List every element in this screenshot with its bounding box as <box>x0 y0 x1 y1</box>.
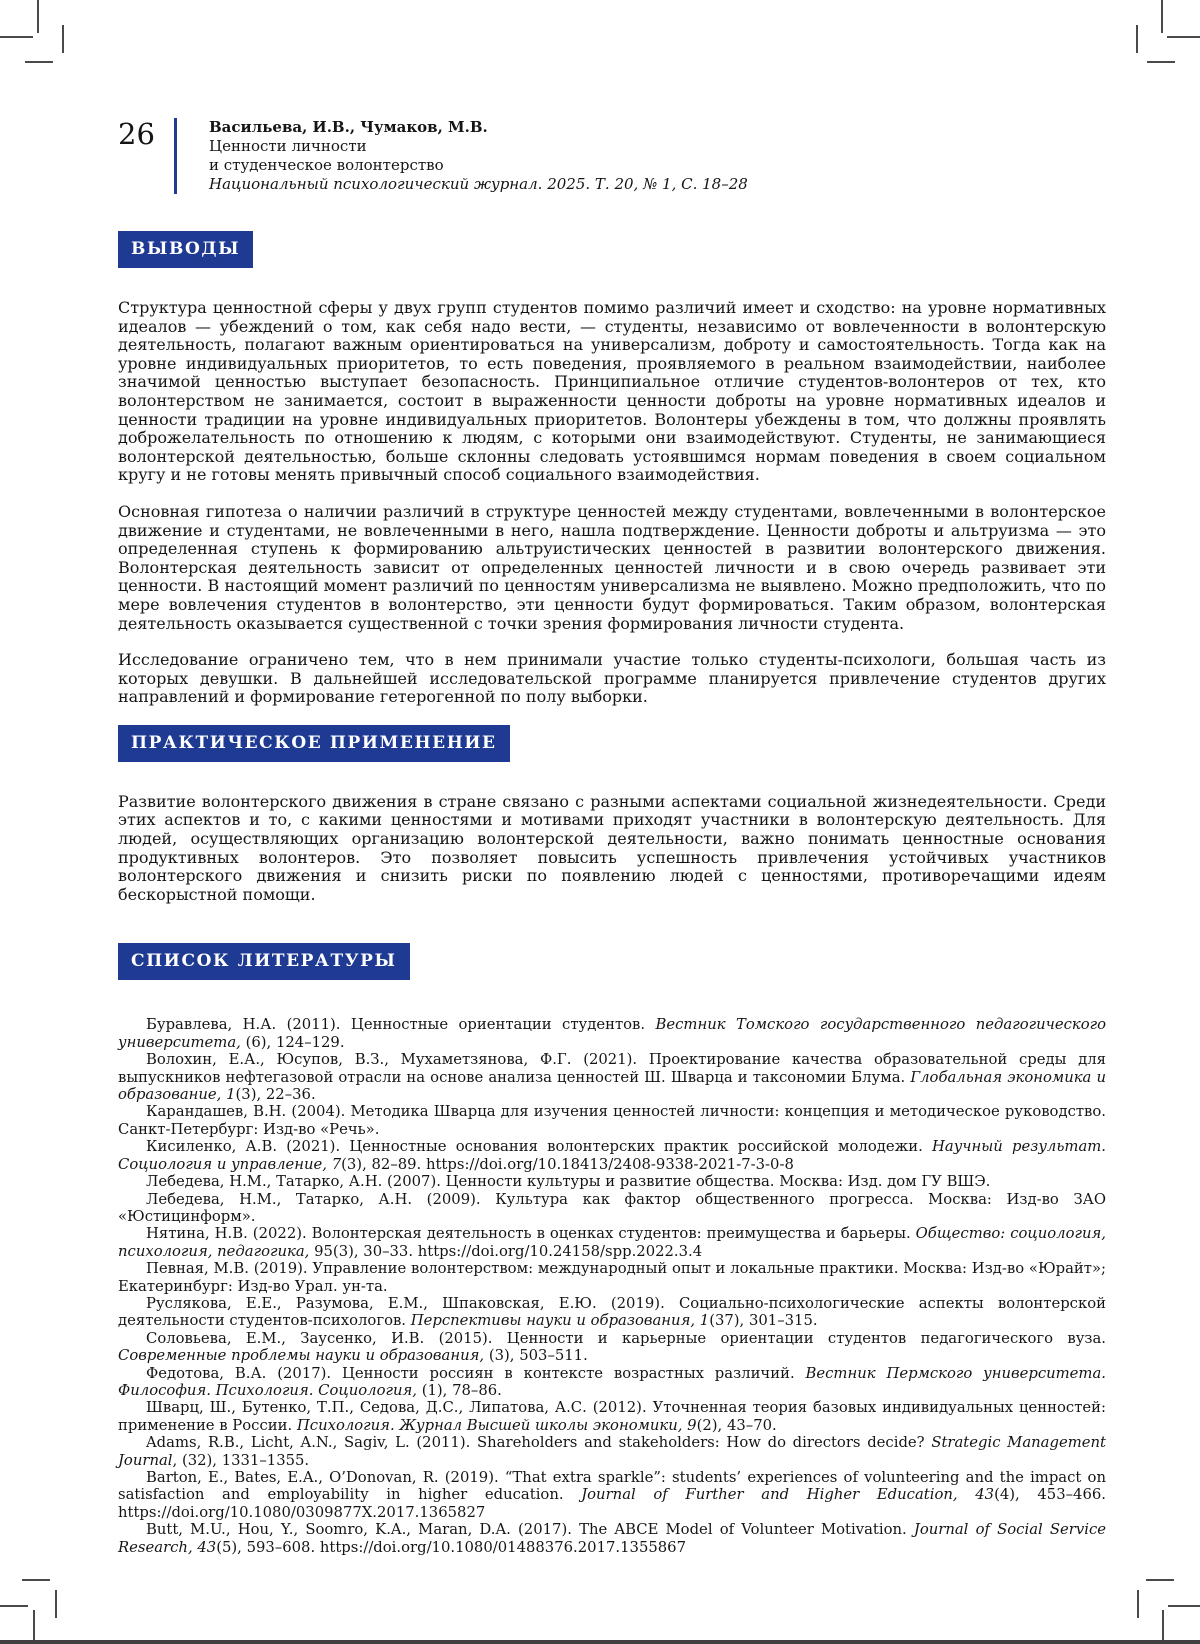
crop-mark <box>1162 1610 1164 1644</box>
reference-item: Barton, E., Bates, E.A., O’Donovan, R. (2019). “That extra sparkle”: students’ experiences of volunteering and the impact on satisfaction and employability in higher education. Journal of Further and Higher Education, 43(4), 453–466. https://doi.org/10.1080/0309877X.2017.1365827 <box>118 1469 1106 1521</box>
header-title-line2: и студенческое волонтерство <box>209 156 444 174</box>
reference-item: Шварц, Ш., Бутенко, Т.П., Седова, Д.С., Липатова, А.С. (2012). Уточненная теория базовых индивидуальных ценностей: применение в России. Психология. Журнал Высшей школы экономики, 9(2), 43–70. <box>118 1399 1106 1434</box>
crop-mark <box>1136 25 1138 53</box>
crop-mark <box>1167 36 1200 38</box>
reference-item: Буравлева, Н.А. (2011). Ценностные ориентации студентов. Вестник Томского государственного педагогического университета, (6), 124–129. <box>118 1016 1106 1051</box>
reference-list <box>118 1016 1106 1556</box>
reference-item: Adams, R.B., Licht, A.N., Sagiv, L. (2011). Shareholders and stakeholders: How do directors decide? Strategic Management Journal, (32), 1331–1355. <box>118 1434 1106 1469</box>
footer-bar <box>0 1640 1200 1644</box>
paragraph: Структура ценностной сферы у двух групп студентов помимо различий имеет и сходство: на уровне нормативных идеалов — убеждений о том, как себя надо вести, — студенты, независимо от вовлеченности в волонтерскую деятельность, полагают важным ориентироваться на универсализм, доброту и самостоятельность. Тогда как на уровне индивидуальных приоритетов, то есть поведения, проявляемого в реальном взаимодействии, наиболее значимой ценностью выступает безопасность. Принципиальное отличие студентов-волонтеров от тех, кто волонтерством не занимается, состоит в выраженности ценности доброты на уровне нормативных идеалов и ценности традиции на уровне индивидуальных приоритетов. Волонтеры убеждены в том, что должны проявлять доброжелательность по отношению к людям, с которыми они взаимодействуют. Студенты, не занимающиеся волонтерской деятельностью, больше склонны следовать устоявшимся нормам поведения в своем социальном кругу и не готовы менять привычный способ социального взаимодействия. <box>118 298 1106 485</box>
reference-item: Певная, М.В. (2019). Управление волонтерством: международный опыт и локальные практики. Москва: Изд-во «Юрайт»; Екатеринбург: Изд-во Урал. ун-та. <box>118 1260 1106 1295</box>
paragraph: Исследование ограничено тем, что в нем принимали участие только студенты-психологи, большая часть из которых девушки. В дальнейшей исследовательской программе планируется привлечение студентов других направлений и формирование гетерогенной по полу выборки. <box>118 650 1106 707</box>
header-journal-ref: Национальный психологический журнал. 2025. Т. 20, № 1, С. 18–28 <box>209 175 748 193</box>
crop-mark <box>37 0 39 33</box>
running-head <box>118 118 1106 194</box>
header-title-line1: Ценности личности <box>209 137 367 155</box>
reference-item: Лебедева, Н.М., Татарко, А.Н. (2009). Культура как фактор общественного прогресса. Москва: Изд-во ЗАО «Юстицинформ». <box>118 1190 1106 1225</box>
crop-mark <box>0 1605 28 1607</box>
reference-item: Нятина, Н.В. (2022). Волонтерская деятельность в оценках студентов: преимущества и барьеры. Общество: социология, психология, педагогика, 95(3), 30–33. https://doi.org/10.24158/spp.2022.3.4 <box>118 1225 1106 1260</box>
reference-item: Соловьева, Е.М., Заусенко, И.В. (2015). Ценности и карьерные ориентации студентов педагогического вуза. Современные проблемы науки и образования, (3), 503–511. <box>118 1329 1106 1365</box>
header-authors: Васильева, И.В., Чумаков, М.В. <box>209 118 488 136</box>
reference-item: Волохин, Е.А., Юсупов, В.З., Мухаметзянова, Ф.Г. (2021). Проектирование качества образовательной среды для выпускников нефтегазовой отрасли на основе анализа ценностей Ш. Шварца и таксономии Блума. Глобальная экономика и образование, 1(3), 22–36. <box>118 1051 1106 1104</box>
page-number: 26 <box>118 117 155 151</box>
section-heading-conclusions: ВЫВОДЫ <box>118 231 253 268</box>
practical-body <box>118 793 1106 905</box>
crop-mark <box>22 1579 50 1581</box>
crop-mark <box>62 25 64 53</box>
paragraph: Основная гипотеза о наличии различий в структуре ценностей между студентами, вовлеченными в волонтерское движение и студентами, не вовлеченными в него, нашла подтверждение. Ценности доброты и альтруизма — это определенная ступень к формированию альтруистических ценностей в развитии волонтерского движения. Волонтерская деятельность зависит от определенных ценностей личности и в свою очередь развивает эти ценности. В настоящий момент различий по ценностям универсализма не выявлено. Можно предположить, что по мере вовлечения студентов в волонтерство, эти ценности будут формироваться. Таким образом, волонтерская деятельность оказывается существенной с точки зрения формирования личности студента. <box>118 501 1106 633</box>
reference-item: Кисиленко, А.В. (2021). Ценностные основания волонтерских практик российской молодежи. Научный результат. Социология и управление, 7(3), 82–89. https://doi.org/10.18413/2408-9338-2021-7-3-0-8 <box>118 1138 1106 1173</box>
reference-item: Butt, M.U., Hou, Y., Soomro, K.A., Maran, D.A. (2017). The ABCE Model of Volunteer Motivation. Journal of Social Service Research, 43(5), 593–608. https://doi.org/10.1080/01488376.2017.1355867 <box>118 1521 1107 1556</box>
crop-mark <box>0 36 33 38</box>
reference-item: Федотова, В.А. (2017). Ценности россиян в контексте возрастных различий. Вестник Пермского университета. Философия. Психология. Социология, (1), 78–86. <box>118 1364 1106 1399</box>
reference-item: Лебедева, Н.М., Татарко, А.Н. (2007). Ценности культуры и развитие общества. Москва: Изд. дом ГУ ВШЭ. <box>146 1173 991 1191</box>
header-divider <box>174 118 177 194</box>
crop-mark <box>1137 1590 1139 1618</box>
header-citation <box>209 118 748 194</box>
reference-item: Карандашев, В.Н. (2004). Методика Шварца для изучения ценностей личности: концепция и методическое руководство. Санкт-Петербург: Изд-во «Речь». <box>118 1103 1106 1138</box>
reference-item: Руслякова, Е.Е., Разумова, Е.М., Шпаковская, Е.Ю. (2019). Социально-психологические аспекты волонтерской деятельности студентов-психологов. Перспективы науки и образования, 1(37), 301–315. <box>118 1294 1106 1330</box>
paragraph: Развитие волонтерского движения в стране связано с разными аспектами социальной жизнедеятельности. Среди этих аспектов и то, с какими ценностями и мотивами приходят участники в волонтерскую деятельность. Для людей, осуществляющих организацию волонтерской деятельности, важно понимать ценностные основания продуктивных волонтеров. Это позволяет повысить успешность привлечения устойчивых участников волонтерского движения и снизить риски по появлению людей с ценностями, противоречащими идеям бескорыстной помощи. <box>118 791 1106 904</box>
crop-mark <box>1168 1605 1200 1607</box>
crop-mark <box>33 1610 35 1644</box>
section-heading-practical: ПРАКТИЧЕСКОЕ ПРИМЕНЕНИЕ <box>118 725 510 762</box>
crop-mark <box>1161 0 1163 33</box>
crop-mark <box>55 1590 57 1618</box>
crop-mark <box>1147 61 1175 63</box>
crop-mark <box>1146 1579 1174 1581</box>
section-heading-bibliography: СПИСОК ЛИТЕРАТУРЫ <box>118 943 410 980</box>
conclusions-body <box>118 299 1106 707</box>
page-content <box>118 0 1106 1556</box>
crop-mark <box>25 61 53 63</box>
